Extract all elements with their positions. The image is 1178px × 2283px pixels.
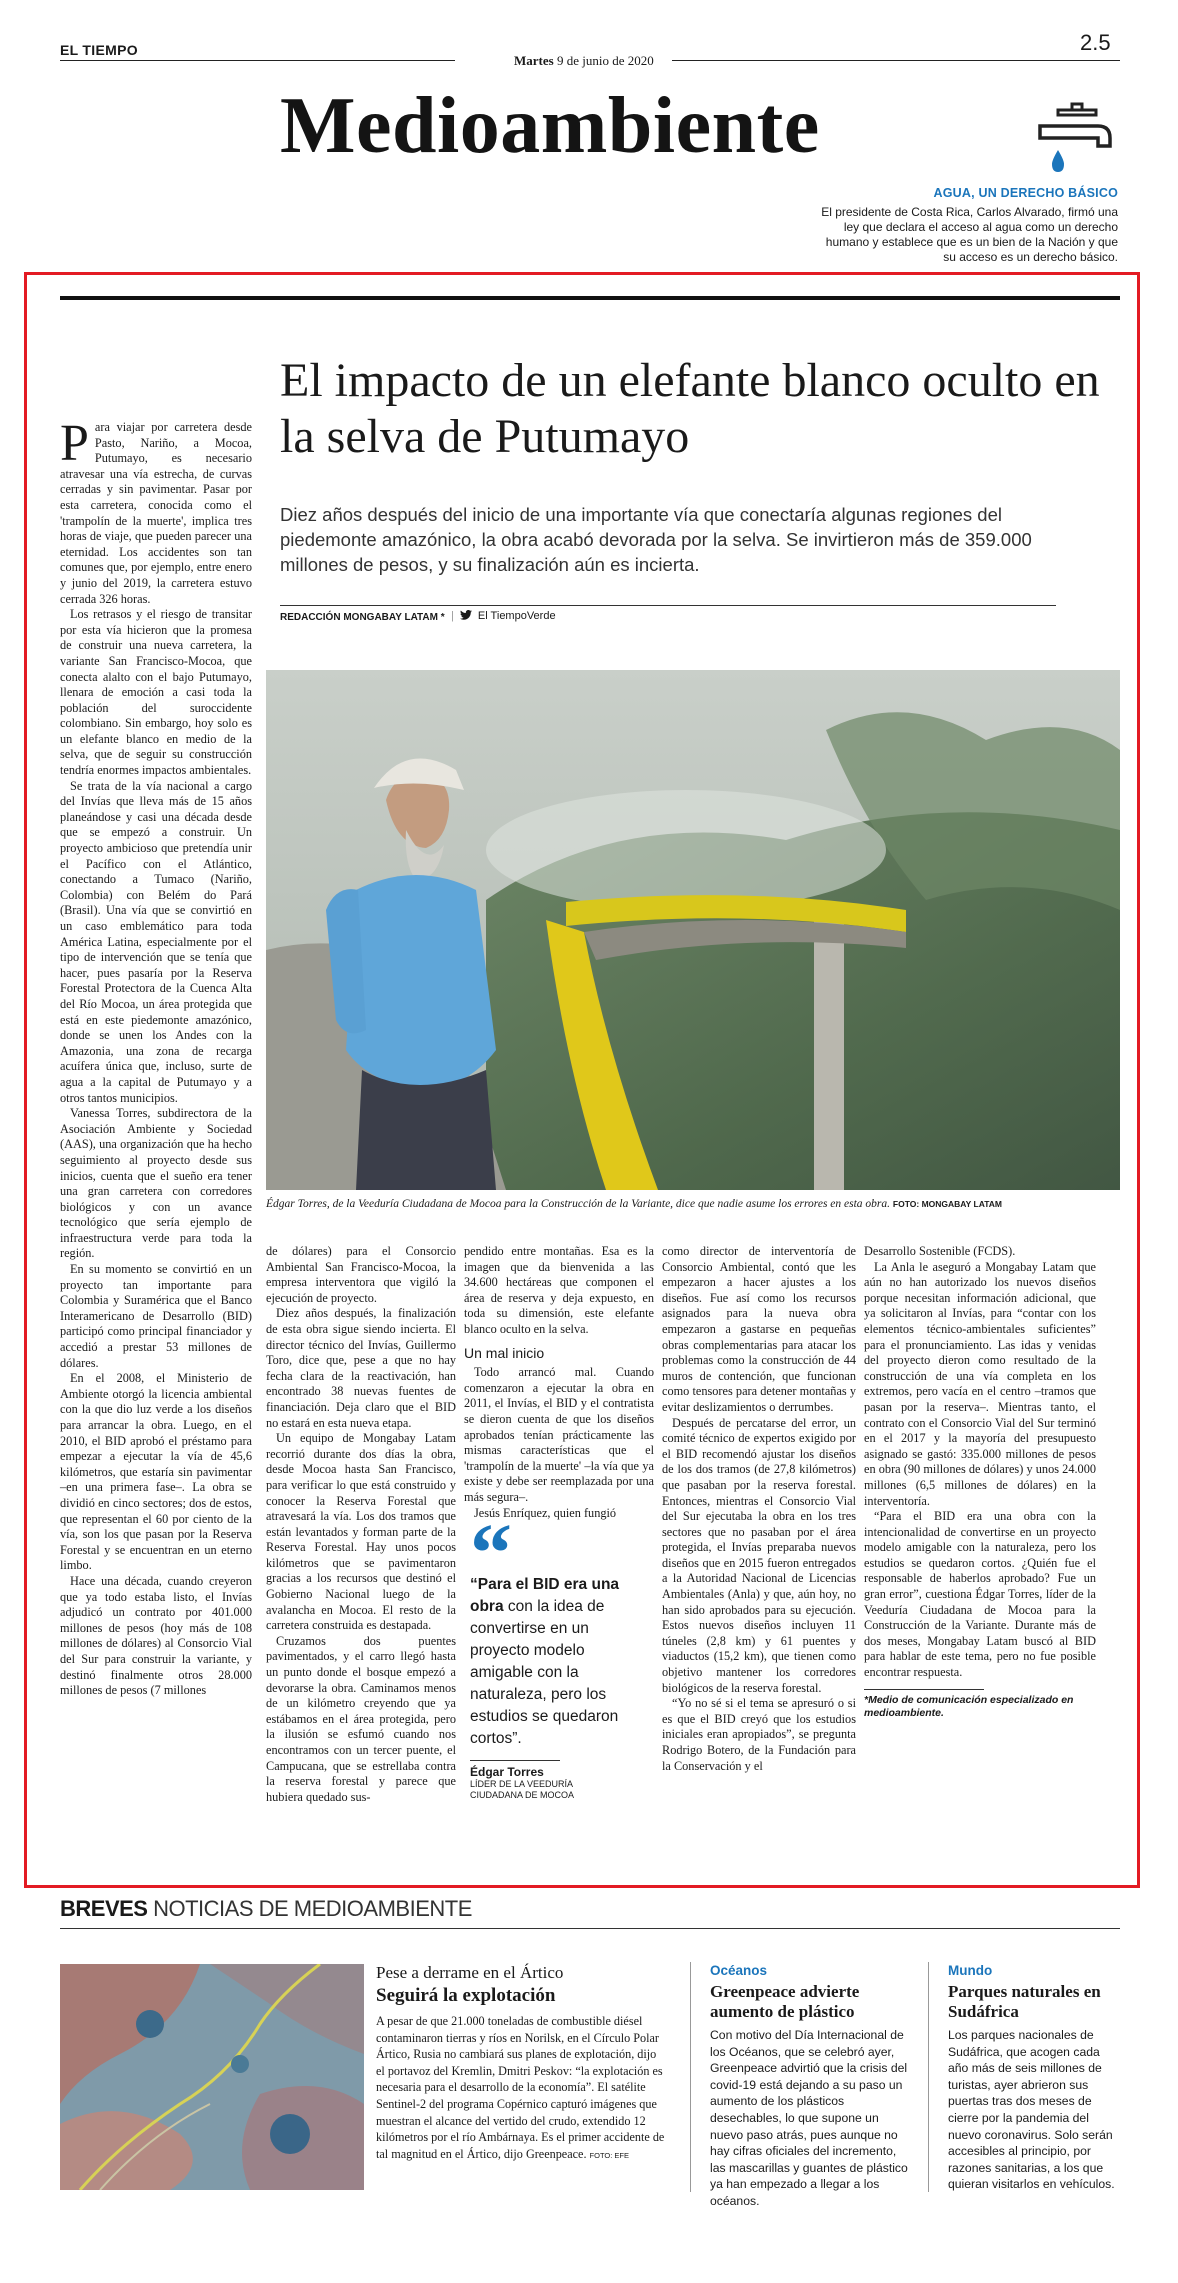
deck-rule bbox=[280, 605, 1056, 606]
brief-3-body: Los parques nacionales de Sudáfrica, que acogen cada año más de seis millones de turistas, ayer abrieron sus puertas tras dos meses de cierre por la pandemia del nuevo coronavirus. Solo serán accesibles al principio, por razones sanitarias, a los que quieran visitarlos en vehículos. bbox=[948, 2028, 1115, 2192]
quote-role: LÍDER DE LA VEEDURÍA CIUDADANA DE MOCOA bbox=[470, 1779, 575, 1800]
brief-3-title: Parques naturales en Sudáfrica bbox=[948, 1982, 1101, 2021]
article-title: El impacto de un elefante blanco oculto en la selva de Putumayo bbox=[280, 354, 1100, 463]
article-photo bbox=[266, 670, 1120, 1190]
sidebar-kicker: AGUA, UN DERECHO BÁSICO bbox=[933, 186, 1118, 200]
article-column-1: P ara viajar por carretera desde Pasto, Nariño, a Mocoa, Putumayo, es necesario atravesar una vía estrecha, de curvas cerradas y sin pavimentar. Pasar por esta carretera, conocida como el 'trampolín de la muerte', implica tres horas de viaje, que pueden parecer una eternidad. Los accidentes son tan comunes que, por ejemplo, entre enero y junio del 2019, la carretera estuvo cerrada 326 horas. Los retrasos y el riesgo de transitar por esta vía hicieron que la promesa de construir una nueva carretera, la variante San Francisco-Mocoa, que conecta alalto con el bajo Putumayo, llenara de emoción a casi toda la población del suroccidente colombiano. Sin embargo, hoy solo es un elefante blanco en medio de la selva, que de seguir su construcción tendría enormes impactos ambientales. Se trata de la vía nacional a cargo del Invías que lleva más de 15 años planeándose y casi una década desde que se empezó a construir. Un proyecto ambicioso que pretendía unir el Pacífico con el Atlántico, conectando a Tumaco (Nariño, Colombia) con Belém do Pará (Brasil). Una vía que se convirtió en un caso emblemático para toda América Latina, especialmente por el tipo de intervención que se tenía que hacer, pues pasaría por la Reserva Forestal Protectora de la Cuenca Alta del Río Mocoa, un área protegida que está en este piedemonte amazónico, donde se unen los Andes con la Amazonia, una zona de recarga acuífera única que, incluso, surte de agua a la capital de Putumayo y a otros tantos municipios. Vanessa Torres, subdirectora de la Asociación Ambiente y Sociedad (AAS), una organización que ha hecho seguimiento al proyecto desde sus inicios, cuenta que el sueño era tener una gran carretera con corredores biológicos y con un avance tecnológico que sería ejemplo de infraestructura verde para toda la región. En su momento se convirtió en un proyecto tan importante para Colombia y Suramérica que el Banco Interamericano de Desarrollo (BID) participó como principal financiador y accedió a prestar 53 millones de dólares. En el 2008, el Ministerio de Ambiente otorgó la licencia ambiental con la que dio luz verde a los diseños para arrancar la obra. Luego, en el 2010, el BID aprobó el préstamo para empezar a ejecutar la vía de 45,6 kilómetros, que estaría sin pavimentar –en una primera fase–. La obra se dividió en cinco sectores; dos de estos, que representan el 60 por ciento de la vía, son los que pasan por la Reserva Forestal y se encuentran en un eterno limbo. Hace una década, cuando creyeron que ya todo estaba listo, el Invías adjudicó un contrato por 401.000 millones de pesos (hoy más de 108 millones de dólares) al Consorcio Vial del Sur para construir la variante, y destinó finalmente otros 28.000 millones de pesos (7 millones bbox=[60, 415, 252, 1698]
section-title: Medioambiente bbox=[280, 82, 820, 170]
brief-2-kicker: Océanos bbox=[710, 1963, 768, 1978]
breves-header: BREVES NOTICIAS DE MEDIOAMBIENTE bbox=[60, 1896, 472, 1921]
brief-divider-1 bbox=[690, 1962, 691, 2192]
dropcap: P bbox=[60, 415, 89, 472]
quote-mark-icon: “ bbox=[470, 1507, 512, 1600]
article-column-2: de dólares) para el Consorcio Ambiental San Francisco-Mocoa, la empresa interventora que vigiló la ejecución de proyecto. Diez años después, la finalización de esta obra sigue siendo incierta. El director técnico del Invías, Guillermo Toro, dice que, pese a que no hay fecha clara de la reactivación, han encontrado 38 nuevas fuentes de financiación. Deja claro que el BID no estará en esta nueva etapa. Un equipo de Mongabay Latam recorrió durante dos días la obra, desde Mocoa hasta San Francisco, para verificar lo que está construido y conocer la Reserva Forestal que atravesará la vía. Los dos tramos que están levantados y forman parte de la Reserva Forestal. Hay unos pocos kilómetros que se pavimentaron gracias a los recursos que destinó el Gobierno Nacional luego de la avalancha en Mocoa. El resto de la carretera construida es destapada. Cruzamos dos puentes pavimentados, y el carro llegó hasta un punto donde el bosque empezó a devorarse la obra. Caminamos menos de un kilómetro creyendo que ya estábamos en el área protegida, pero la ilusión se esfumó cuando nos encontramos con un tercer puente, el Campucana, que se estrellaba contra la reserva forestal y parece que hubiera quedado sus- bbox=[266, 1244, 456, 1804]
footnote: *Medio de comunicación especializado en medioambiente. bbox=[864, 1693, 1074, 1719]
byline: REDACCIÓN MONGABAY LATAM * bbox=[280, 612, 445, 623]
breves-rule bbox=[60, 1928, 1120, 1929]
subhead: Un mal inicio bbox=[464, 1344, 545, 1361]
article-column-5: Desarrollo Sostenible (FCDS). La Anla le aseguró a Mongabay Latam que aún no han autorizado los nuevos diseños porque necesitan información adicional, que ya solicitaron al Invías, para “contar con los elementos técnico-ambientales suficientes” para el pronunciamiento. Las idas y venidas del proyecto dieron como resultado de la construcción de una vía completa en los extremos, pero vacía en el centro –tramos que pasan por la reserva–. Mientras tanto, el contrato con el Consorcio Vial del Sur terminó en el 2017 y la mayoría del presupuesto asignado se gastó: 335.000 millones de pesos en obra (90 millones de dólares) y unos 24.000 millones (6,5 millones de dólares) en la interventoría. “Para el BID era una obra con la intencionalidad de convertirse en un proyecto modelo amigable con la naturaleza, pero los estudios se quedaron cortos. ¿Quién fue el responsable de haberlos aprobado? Fue un gran error”, cuestiona Édgar Torres, líder de la Veeduría Ciudadana de Mocoa para la Construcción de la Variante. Durante más de dos meses, Mongabay Latam buscó al BID para hablar de este tema, pero no fue posible encontrar respuesta. *Medio de comunicación especializado en medioambiente. bbox=[864, 1244, 1096, 1719]
header-rule-right bbox=[672, 60, 1120, 61]
article-column-4: como director de interventoría de Consorcio Ambiental, contó que les empezaron a hacer ajustes a los diseños. Fue así como los recursos asignados para la nueva obra empezaron a gastarse en pequeñas obras complementarias para atacar los problemas como la construcción de 44 muros de contención, que funcionan como tensores para detener montañas y evitar deslizamientos o derrumbes. Después de percatarse del error, un comité técnico de expertos exigido por el BID recomendó ajustar los diseños de los dos tramos (de 27,8 kilómetros) que pasaban por la reserva forestal. Entonces, mientras el Consorcio Vial del Sur ejecutaba la obra en los tres sectores que no pasaban por el área protegida, el Invías preparaba nuevos diseños que en 2015 fueron entregados a la Autoridad Nacional de Licencias Ambientales (Anla) y que, aún hoy, no han sido aprobados para su ejecución. Estos nuevos diseños incluyen 11 túneles (2,8 km) y 61 puentes y viaductos (15,2 km), que tienen como objetivo mantener los corredores biológicos de la reserva forestal. “Yo no sé si el tema se apresuró o si es que el BID creyó que los estudios iniciales eran apropiados”, se pregunta Rodrigo Botero, de la Fundación para la Conservación y el bbox=[662, 1244, 856, 1773]
article-column-3: pendido entre montañas. Esa es la imagen que da bienvenida a las 34.600 hectáreas que componen el área de reserva y deja expuesto, en toda su dimensión, este elefante blanco oculto en la selva. Un mal inicio Todo arrancó mal. Cuando comenzaron a ejecutar la obra en 2011, el Invías, el BID y el contratista se dieron cuenta de que los diseños aprobados tenían prácticamente las mismas características que el 'trampolín de la muerte' –la vía que ya existe y debe ser reemplazada por una más segura–. Jesús Enríquez, quien fungió bbox=[464, 1244, 654, 1520]
twitter-icon bbox=[460, 610, 472, 620]
brief-1-title: Seguirá la explotación bbox=[376, 1985, 556, 2006]
brief-2-body: Con motivo del Día Internacional de los Océanos, que se celebró ayer, Greenpeace advirtió que la crisis del covid-19 está dejando a su paso un aumento de los plásticos desechables, lo que supone un nuevo paso atrás, pues aunque no hay cifras oficiales del incremento, las mascarillas y guantes de plástico ya han empezado a llegar a los océanos. bbox=[710, 2028, 908, 2208]
quote-text: “Para el BID era una obra con la idea de convertirse en un proyecto modelo amigable con la naturaleza, pero los estudios se quedaron cortos”. bbox=[470, 1576, 620, 1747]
brief-divider-2 bbox=[928, 1962, 929, 2192]
page-number: 2.5 bbox=[1080, 30, 1111, 55]
water-faucet-icon bbox=[1036, 102, 1116, 182]
brand-logo: EL TIEMPO bbox=[60, 42, 138, 58]
brief-2-title: Greenpeace advierte aumento de plástico bbox=[710, 1982, 860, 2021]
article-top-rule bbox=[60, 296, 1120, 300]
pull-quote bbox=[470, 1507, 640, 1801]
quote-author: Édgar Torres bbox=[470, 1765, 544, 1779]
arctic-satellite-photo bbox=[60, 1964, 364, 2190]
header-rule-left bbox=[60, 60, 455, 61]
brief-1-kicker: Pese a derrame en el Ártico bbox=[376, 1963, 564, 1982]
sidebar-text: El presidente de Costa Rica, Carlos Alvarado, firmó una ley que declara el acceso al agua como un derecho humano y establece que es un bien de la Nación y que su acceso es un derecho básico. bbox=[821, 205, 1118, 264]
issue-date: Martes 9 de junio de 2020 bbox=[514, 53, 654, 68]
brief-1-body: A pesar de que 21.000 toneladas de combustible diésel contaminaron tierras y ríos en Norilsk, en el Círculo Polar Ártico, Rusia no cambiará sus planes de explotación, dijo el portavoz del Kremlin, Dmitri Peskov: “la explotación es necesaria para el desarrollo de la economía”. El satélite Sentinel-2 del programa Copérnico capturó imágenes que muestran el alcance del vertido del crudo, extendido 12 kilómetros por el río Ambárnaya. Es el primer accidente de tal magnitud en el Ártico, dijo Greenpeace. FOTO: EFE bbox=[376, 2014, 665, 2161]
article-deck: Diez años después del inicio de una importante vía que conectaría algunas regiones del piedemonte amazónico, la obra acabó devorada por la selva. Se invirtieron más de 359.000 millones de pesos, y su finalización aún es incierta. bbox=[280, 504, 1032, 575]
photo-caption: Édgar Torres, de la Veeduría Ciudadana de Mocoa para la Construcción de la Variante, dice que nadie asume los errores en esta obra. FOTO: MONGABAY LATAM bbox=[266, 1198, 1003, 1210]
twitter-credit: | El TiempoVerde bbox=[451, 610, 556, 622]
brief-3-kicker: Mundo bbox=[948, 1963, 993, 1978]
